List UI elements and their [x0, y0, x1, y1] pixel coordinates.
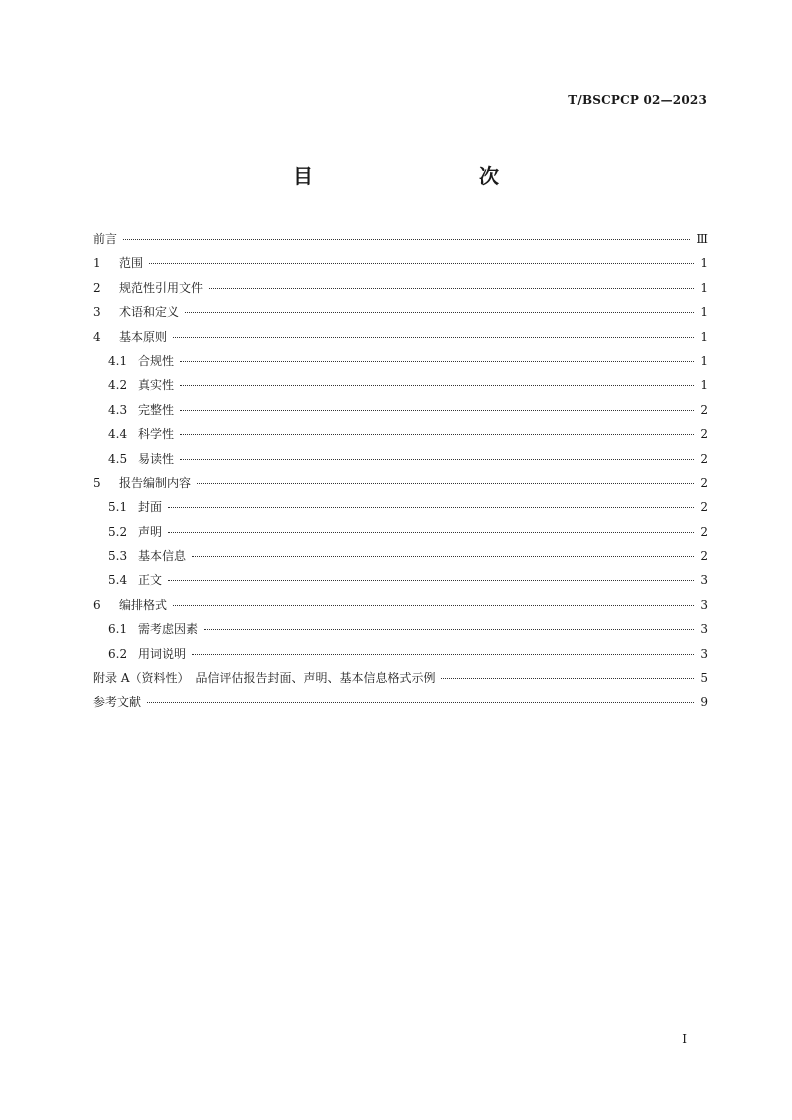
toc-entry[interactable]	[93, 495, 708, 519]
toc-entry-page: 3	[700, 573, 708, 588]
toc-entry[interactable]	[93, 447, 708, 471]
toc-entry-number: 4.3	[108, 402, 128, 417]
toc-entry-label: 声明	[138, 524, 163, 539]
toc-leader-dots	[147, 702, 694, 703]
toc-entry-label: 基本信息	[138, 549, 187, 564]
table-of-contents	[93, 227, 708, 715]
toc-entry-number: 4.2	[108, 378, 128, 393]
toc-entry-label: 报告编制内容	[119, 475, 192, 490]
toc-entry-page: 3	[700, 622, 708, 637]
toc-leader-dots	[192, 654, 694, 655]
toc-leader-dots	[185, 312, 694, 313]
toc-leader-dots	[180, 410, 694, 411]
toc-leader-dots	[204, 629, 694, 630]
toc-entry-label: 规范性引用文件	[119, 280, 204, 295]
toc-entry[interactable]	[93, 227, 708, 251]
toc-entry-page: 1	[700, 329, 708, 344]
toc-entry[interactable]	[93, 300, 708, 324]
toc-leader-dots	[209, 288, 694, 289]
toc-entry-page: 1	[700, 280, 708, 295]
toc-entry-number: 5.4	[108, 573, 128, 588]
toc-leader-dots	[180, 385, 694, 386]
toc-leader-dots	[192, 556, 694, 557]
toc-entry-page: 3	[700, 646, 708, 661]
toc-leader-dots	[123, 239, 690, 240]
toc-entry-page: 9	[700, 695, 708, 710]
toc-entry-label: 易读性	[138, 451, 175, 466]
toc-entry[interactable]	[93, 666, 708, 690]
toc-entry-number: 6.1	[108, 622, 128, 637]
toc-entry-label: 基本原则	[119, 329, 168, 344]
toc-entry[interactable]	[93, 520, 708, 544]
toc-entry[interactable]	[93, 251, 708, 275]
toc-entry-number: 5.3	[108, 549, 128, 564]
toc-entry-page: 2	[700, 402, 708, 417]
toc-entry-page: 3	[700, 597, 708, 612]
toc-leader-dots	[168, 507, 694, 508]
toc-entry-page: 5	[700, 671, 708, 686]
toc-entry[interactable]	[93, 349, 708, 373]
toc-entry-label: 参考文献	[93, 695, 142, 710]
toc-entry-label: 合规性	[138, 353, 175, 368]
toc-entry[interactable]	[93, 373, 708, 397]
toc-entry-number: 5	[93, 475, 101, 490]
toc-leader-dots	[173, 337, 694, 338]
toc-entry[interactable]	[93, 325, 708, 349]
toc-entry-number: 1	[93, 256, 101, 271]
toc-entry-label: 封面	[138, 500, 163, 515]
toc-entry[interactable]	[93, 398, 708, 422]
toc-entry-page: 2	[700, 427, 708, 442]
toc-leader-dots	[441, 678, 694, 679]
toc-entry-page: 1	[700, 353, 708, 368]
toc-leader-dots	[168, 580, 694, 581]
toc-entry-page: 1	[700, 305, 708, 320]
document-code: T/BSCPCP 02—2023	[568, 93, 707, 107]
toc-entry[interactable]	[93, 642, 708, 666]
toc-leader-dots	[197, 483, 694, 484]
toc-entry-label: 前言	[93, 232, 118, 246]
toc-entry[interactable]	[93, 276, 708, 300]
toc-leader-dots	[180, 434, 694, 435]
toc-entry-label: 附录 A（资料性） 品信评估报告封面、声明、基本信息格式示例	[93, 671, 436, 686]
toc-entry-number: 4	[93, 329, 101, 344]
toc-entry-label: 完整性	[138, 402, 175, 417]
toc-entry-page: Ⅲ	[696, 232, 708, 246]
toc-entry-number: 4.4	[108, 427, 128, 442]
toc-leader-dots	[180, 361, 694, 362]
toc-entry-page: 2	[700, 549, 708, 564]
toc-entry-number: 6.2	[108, 646, 128, 661]
toc-entry-label: 范围	[119, 256, 144, 271]
toc-leader-dots	[173, 605, 694, 606]
toc-entry-number: 6	[93, 597, 101, 612]
toc-entry[interactable]	[93, 544, 708, 568]
toc-entry-number: 4.1	[108, 353, 128, 368]
toc-entry-label: 用词说明	[138, 646, 187, 661]
toc-entry-label: 正文	[138, 573, 163, 588]
toc-entry[interactable]	[93, 422, 708, 446]
toc-entry[interactable]	[93, 617, 708, 641]
toc-entry-page: 2	[700, 451, 708, 466]
page-title: 目 次	[293, 164, 541, 188]
toc-entry-page: 2	[700, 500, 708, 515]
toc-entry[interactable]	[93, 593, 708, 617]
toc-entry-label: 科学性	[138, 427, 175, 442]
toc-entry-label: 编排格式	[119, 597, 168, 612]
toc-entry-page: 2	[700, 475, 708, 490]
toc-leader-dots	[168, 532, 694, 533]
toc-entry-number: 5.1	[108, 500, 128, 515]
toc-entry-page: 1	[700, 378, 708, 393]
toc-entry-page: 2	[700, 524, 708, 539]
toc-entry-number: 5.2	[108, 524, 128, 539]
toc-leader-dots	[149, 263, 694, 264]
toc-entry-number: 4.5	[108, 451, 128, 466]
toc-entry-number: 2	[93, 280, 101, 295]
toc-entry[interactable]	[93, 471, 708, 495]
toc-entry-label: 术语和定义	[119, 305, 180, 320]
toc-entry[interactable]	[93, 568, 708, 592]
toc-entry[interactable]	[93, 690, 708, 714]
toc-entry-number: 3	[93, 305, 101, 320]
toc-leader-dots	[180, 459, 694, 460]
toc-entry-label: 需考虑因素	[138, 622, 199, 637]
toc-entry-label: 真实性	[138, 378, 175, 393]
toc-entry-page: 1	[700, 256, 708, 271]
page-number: I	[682, 1032, 687, 1046]
